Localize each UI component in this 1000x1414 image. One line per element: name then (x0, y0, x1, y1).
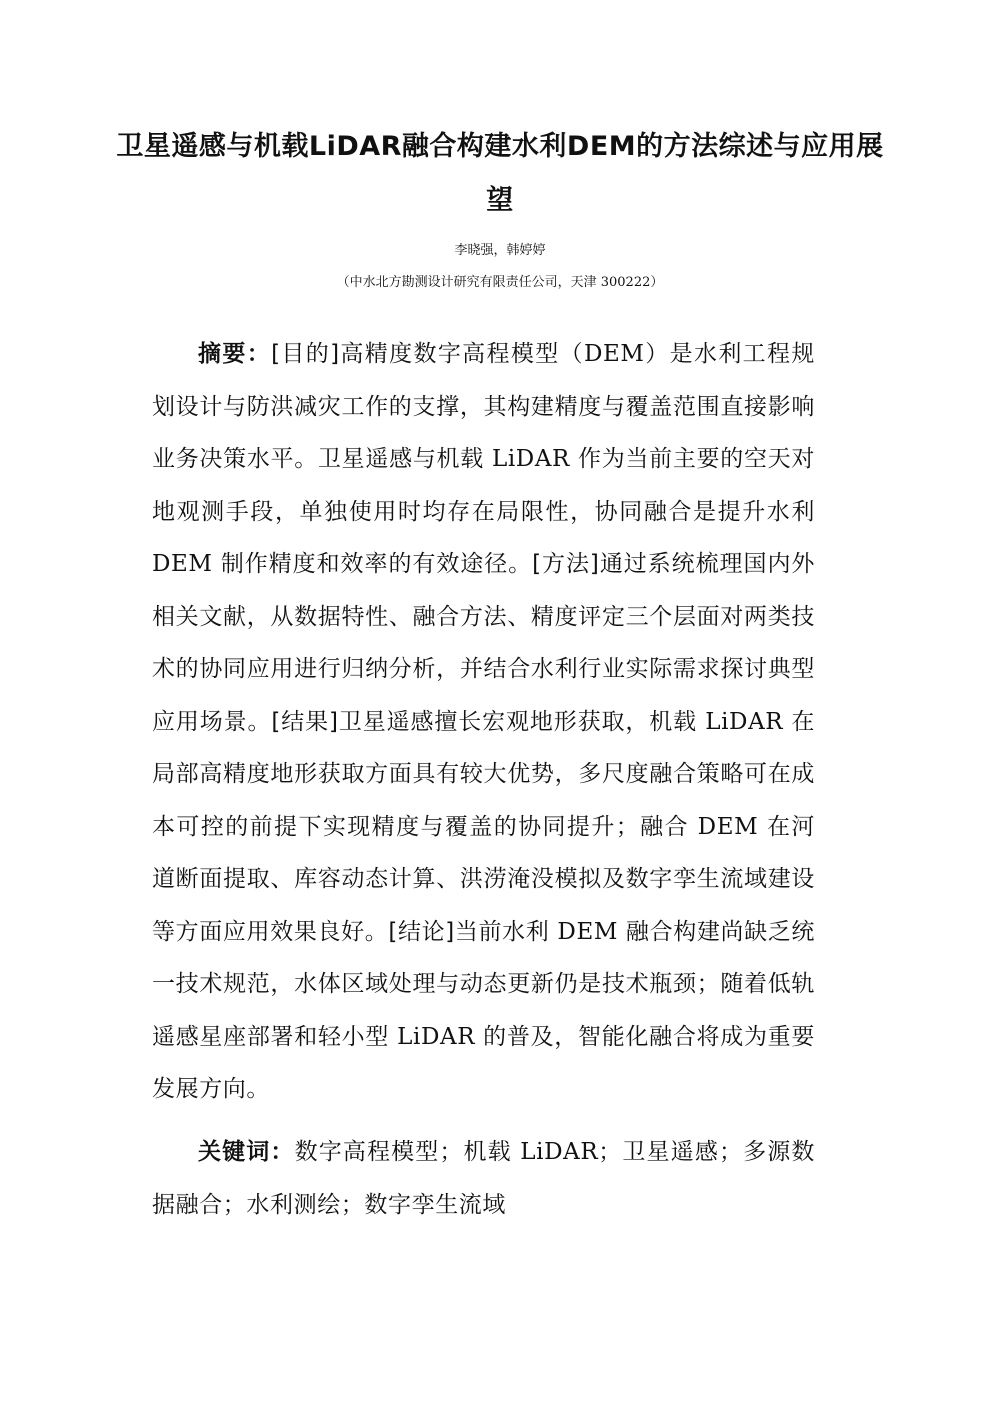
method-text: 通过系统梳理国内外相关文献，从数据特性、融合方法、精度评定三个层面对两类技术的协同应用进行归纳分析，并结合水利行业实际需求探讨典型应用场景。 (152, 551, 815, 735)
keywords-text: 数字高程模型；机载 LiDAR；卫星遥感；多源数据融合；水利测绘；数字孪生流域 (152, 1139, 815, 1218)
author-list: 李晓强，韩婷婷 (454, 243, 546, 258)
conclusion-text: 当前水利 DEM 融合构建尚缺乏统一技术规范，水体区域处理与动态更新仍是技术瓶颈；随着低轨遥感星座部署和轻小型 LiDAR 的普及，智能化融合将成为重要发展方向。 (152, 918, 815, 1102)
keywords-paragraph (152, 1126, 815, 1231)
keywords-label: 关键词： (198, 1139, 295, 1165)
abstract-paragraph (152, 328, 815, 1116)
result-text: 卫星遥感擅长宏观地形获取，机载 LiDAR 在局部高精度地形获取方面具有较大优势，多尺度融合策略可在成本可控的前提下实现精度与覆盖的协同提升；融合 DEM 在河道断面提取、库容动态计算、洪涝淹没模拟及数字孪生流域建设等方面应用效果良好。 (152, 708, 815, 945)
conclusion-tag: [结论] (388, 918, 455, 945)
result-tag: [结果] (271, 708, 339, 735)
paper-title: 卫星遥感与机载LiDAR融合构建水利DEM的方法综述与应用展望 (116, 131, 884, 216)
objective-tag: [目的] (271, 341, 340, 367)
objective-text: 高精度数字高程模型（DEM）是水利工程规划设计与防洪减灾工作的支撑，其构建精度与覆盖范围直接影响业务决策水平。卫星遥感与机载 LiDAR 作为当前主要的空天对地观测手段，单独使用时均存在局限性，协同融合是提升水利 DEM 制作精度和效率的有效途径。 (152, 341, 815, 577)
method-tag: [方法] (532, 551, 600, 577)
abstract-label: 摘要： (198, 341, 272, 367)
author-affiliation: （中水北方勘测设计研究有限责任公司，天津 300222） (336, 275, 664, 290)
